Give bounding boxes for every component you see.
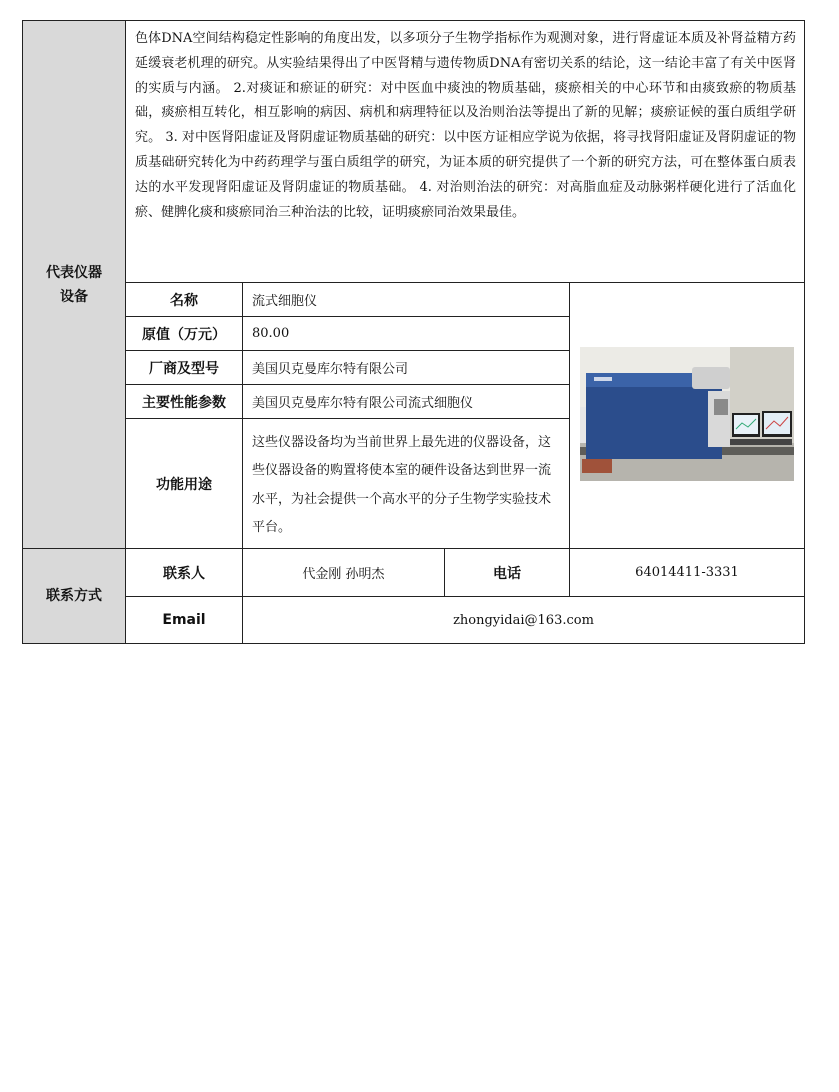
section-label-representative-instrument	[23, 21, 126, 549]
flow-cytometer-photo	[580, 347, 794, 481]
instrument-maker-value: 美国贝克曼库尔特有限公司	[243, 351, 570, 385]
section-label-line1: 代表仪器	[46, 264, 102, 281]
section-label-line2: 设备	[60, 288, 88, 305]
contact-email-value: zhongyidai@163.com	[243, 597, 805, 644]
instrument-photo-cell	[570, 283, 805, 549]
instrument-params-value: 美国贝克曼库尔特有限公司流式细胞仪	[243, 385, 570, 419]
contact-email-label: Email	[126, 597, 243, 644]
contact-phone-label: 电话	[445, 549, 570, 597]
instrument-name-value: 流式细胞仪	[243, 283, 570, 317]
instrument-price-label: 原值（万元）	[126, 317, 243, 351]
instrument-price-value: 80.00	[243, 317, 570, 351]
instrument-name-label: 名称	[126, 283, 243, 317]
instrument-func-label: 功能用途	[126, 419, 243, 549]
contact-section-label: 联系方式	[23, 549, 126, 644]
contact-person-label: 联系人	[126, 549, 243, 597]
instrument-params-label: 主要性能参数	[126, 385, 243, 419]
instrument-maker-label: 厂商及型号	[126, 351, 243, 385]
research-paragraph: 色体DNA空间结构稳定性影响的角度出发，以多项分子生物学指标作为观测对象，进行肾虚证本质及补肾益精方药延缓衰老机理的研究。从实验结果得出了中医肾精与遗传物质DNA有密切关系的结论，这一结论丰富了有关中医肾的实质与内涵。 2.对痰证和瘀证的研究：对中医血中痰浊的物质基础，痰瘀相关的中心环节和由痰致瘀的物质基础，痰瘀相互转化，相互影响的病因、病机和病理特征以及治则治法等提出了新的见解；痰瘀证候的蛋白质组学研究。 3. 对中医肾阳虚证及肾阴虚证物质基础的研究：以中医方证相应学说为依据，将寻找肾阳虚证及肾阴虚证的物质基础研究转化为中药药理学与蛋白质组学的研究，为证本质的研究提供了一个新的研究方法，可在整体蛋白质表达的水平发现肾阳虚证及肾阴虚证的物质基础。 4. 对治则治法的研究：对高脂血症及动脉粥样硬化进行了活血化瘀、健脾化痰和痰瘀同治三种治法的比较，证明痰瘀同治效果最佳。	[126, 21, 805, 283]
contact-phone-value: 64014411-3331	[570, 549, 805, 597]
info-table	[22, 20, 805, 644]
contact-person-value: 代金刚 孙明杰	[243, 549, 445, 597]
instrument-func-value: 这些仪器设备均为当前世界上最先进的仪器设备，这些仪器设备的购置将使本室的硬件设备达到世界一流水平，为社会提供一个高水平的分子生物学实验技术平台。	[243, 419, 570, 549]
